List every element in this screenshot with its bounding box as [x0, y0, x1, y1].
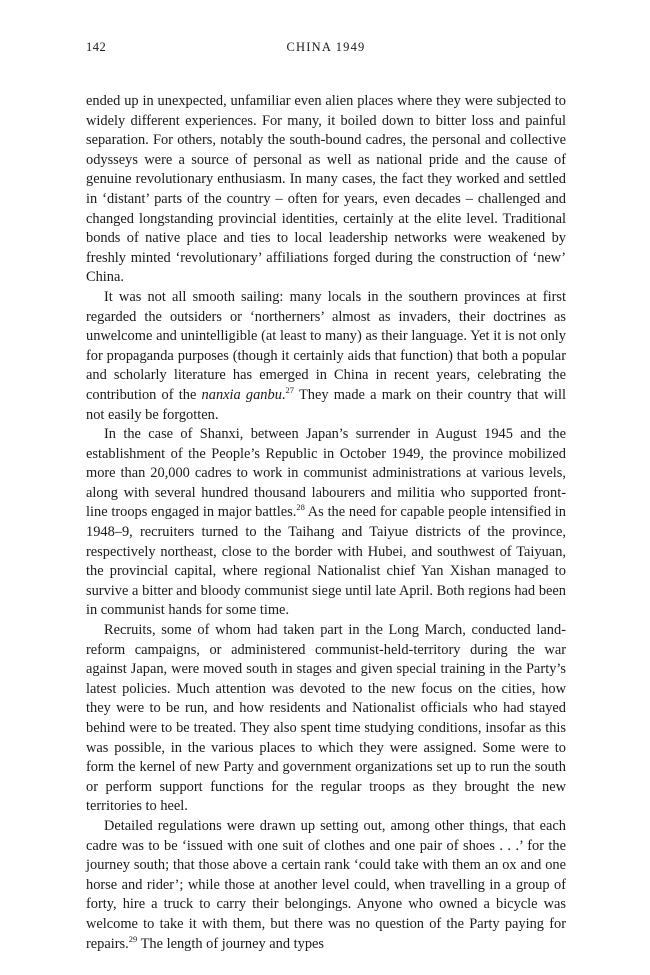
paragraph-1	[86, 92, 566, 288]
footnote-marker: 28	[296, 502, 305, 513]
paragraph-4	[86, 621, 566, 817]
running-title: CHINA 1949	[286, 40, 366, 54]
footnote-marker: 29	[128, 933, 138, 944]
paragraph-5	[86, 817, 566, 954]
paragraph-text: ended up in unexpected, unfamiliar even alien places where they were subjected to widely different experiences. For many, it boiled down to bitter loss and painful separation. For others, notably the south-bound cadres, the personal and collective odysseys were a source of personal as well as national pride and the cause of genuine revolutionary enthusiasm. In many cases, the fact they worked and settled in ‘distant’ parts of the country – often for years, even decades – challenged and changed longstanding provincial identities, certainly at the elite level. Traditional bonds of native place and ties to local leadership networks were weakened by freshly minted ‘revolutionary’ affiliations forged during the construction of ‘new’ China.	[86, 93, 566, 286]
book-page	[86, 40, 566, 954]
paragraph-2	[86, 288, 566, 425]
body-text	[86, 92, 566, 954]
paragraph-text: Recruits, some of whom had taken part in the Long March, conducted land-reform campaigns, or administered communist-held-territory during the war against Japan, were moved south in stages and given special training in the Party’s latest policies. Much attention was devoted to the new focus on the cities, how they were to be run, and how residents and Nationalist officials who had stayed behind were to be treated. They also spent time studying conditions, insofar as this was possible, in the various places to which they were assigned. Some were to form the kernel of new Party and government organizations set up to run the south or perform support functions for the regular troops as they brought the new territories to heel.	[86, 622, 566, 815]
paragraph-text: They made a mark on their country that will not easily be forgotten.	[86, 386, 566, 423]
page-number: 142	[86, 40, 107, 54]
paragraph-3	[86, 425, 566, 621]
paragraph-text: As the need for capable people intensified in 1948–9, recruiters turned to the Taihang and Taiyue districts of the province, respectively northeast, close to the border with Hubei, and southwest of Taiyuan, the provincial capital, where regional Nationalist chief Yan Xishan managed to survive a bitter and bloody communist siege until late April. Both regions had been in communist hands for some time.	[86, 504, 566, 619]
paragraph-text: It was not all smooth sailing: many locals in the southern provinces at first regarded the outsiders or ‘northerners’ almost as invaders, their doctrines as unwelcome and unintelligible (at least to many) as their language. Yet it is not only for propaganda purposes (though it certainly aids that function) that both a popular and scholarly literature has emerged in China in recent years, celebrating the contribution of the	[86, 288, 566, 403]
running-head	[86, 40, 566, 58]
paragraph-text: In the case of Shanxi, between Japan’s surrender in August 1945 and the establishment of the People’s Republic in October 1949, the province mobilized more than 20,000 cadres to work in communist administrations at various levels, along with several hundred thousand labourers and militia who supported front-line troops engaged in major battles.	[86, 426, 566, 521]
paragraph-text: .	[281, 386, 286, 403]
paragraph-text: Detailed regulations were drawn up setting out, among other things, that each cadre was to be ‘issued with one suit of clothes and one pair of shoes . . .’ for the journey south; that those above a certain rank ‘could take with them an ox and one horse and rider’; while those at another level could, when travelling in a group of forty, hire a truck to carry their belongings. Anyone who owned a bicycle was welcome to take it with them, but there was no question of the Party paying for repairs.	[86, 817, 566, 952]
footnote-marker: 27	[285, 384, 295, 395]
italic-term: nanxia ganbu	[201, 386, 282, 403]
paragraph-text: The length of journey and types	[137, 935, 325, 952]
